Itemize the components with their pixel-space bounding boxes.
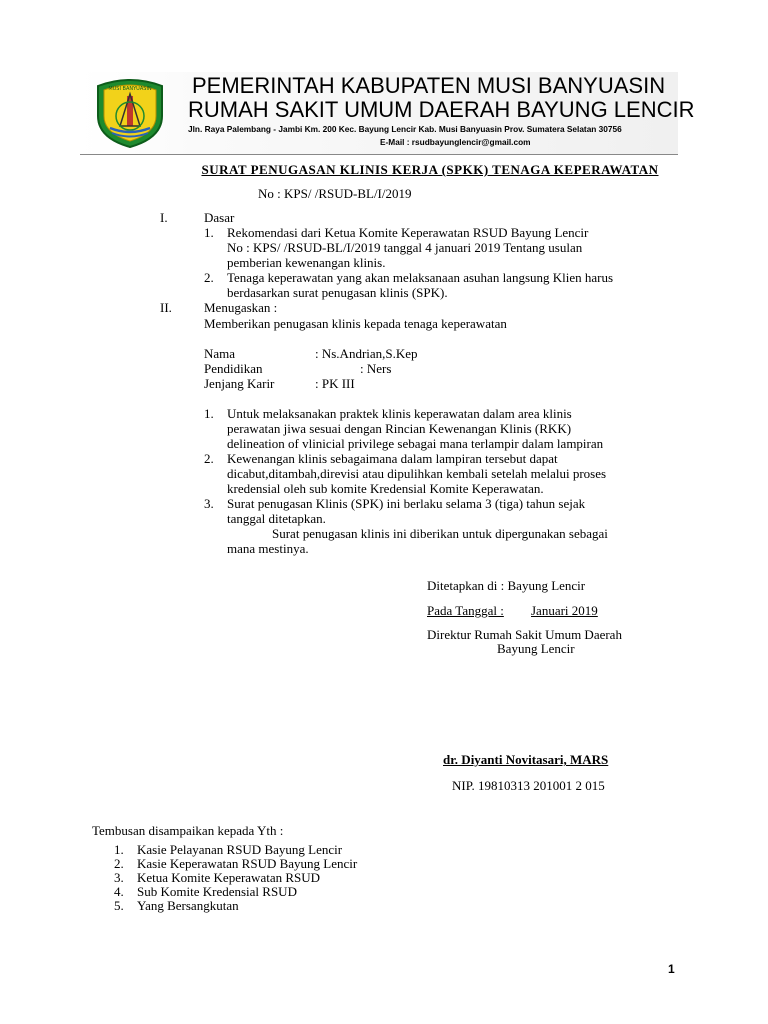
field-label-nama: Nama bbox=[204, 346, 236, 361]
field-label-jenjang: Jenjang Karir bbox=[204, 376, 275, 391]
list-item: Yang Bersangkutan bbox=[137, 898, 239, 913]
list-item-number: 2. bbox=[204, 270, 214, 285]
list-item: Kasie Keperawatan RSUD Bayung Lencir bbox=[137, 856, 358, 871]
list-item-number: 1. bbox=[204, 225, 214, 240]
page-number: 1 bbox=[668, 962, 675, 976]
signatory-nip: NIP. 19810313 201001 2 015 bbox=[452, 778, 605, 793]
pada-tanggal-value: Januari 2019 bbox=[531, 603, 598, 618]
list-item-number: 3. bbox=[204, 496, 214, 511]
kop-email: E-Mail : rsudbayunglencir@gmail.com bbox=[380, 137, 531, 147]
signatory-name: dr. Diyanti Novitasari, MARS bbox=[443, 752, 609, 767]
list-item-number: 1. bbox=[204, 406, 214, 421]
list-item-number: 2. bbox=[114, 856, 124, 871]
list-item-line: perawatan jiwa sesuai dengan Rincian Kewenangan Klinis (RKK) bbox=[227, 421, 572, 436]
list-item: Ketua Komite Keperawatan RSUD bbox=[137, 870, 321, 885]
field-value-pendidikan: : Ners bbox=[360, 361, 392, 376]
list-item-line: No : KPS/ /RSUD-BL/I/2019 tanggal 4 januari 2019 Tentang usulan bbox=[227, 240, 583, 255]
list-item-number: 5. bbox=[114, 898, 124, 913]
document-title: SURAT PENUGASAN KLINIS KERJA (SPKK) TENAGA KEPERAWATAN bbox=[201, 162, 659, 177]
pada-tanggal-label: Pada Tanggal : bbox=[427, 603, 504, 618]
kop-regency: PEMERINTAH KABUPATEN MUSI BANYUASIN bbox=[192, 73, 666, 98]
field-value-jenjang: : PK III bbox=[315, 376, 355, 391]
list-item-number: 2. bbox=[204, 451, 214, 466]
list-item-line: pemberian kewenangan klinis. bbox=[227, 255, 386, 270]
regency-logo bbox=[90, 76, 170, 148]
section-1-heading: Dasar bbox=[204, 210, 235, 225]
letterhead-divider bbox=[80, 154, 678, 155]
list-item-line: Rekomendasi dari Ketua Komite Keperawatan RSUD Bayung Lencir bbox=[227, 225, 589, 240]
logo-lettering: MUSI BANYUASIN bbox=[108, 86, 152, 92]
list-item-line: Tenaga keperawatan yang akan melaksanaan asuhan langsung Klien harus bbox=[227, 270, 614, 285]
section-2-numeral: II. bbox=[160, 300, 172, 315]
list-item-line: kredensial oleh sub komite Kredensial Komite Keperawatan. bbox=[227, 481, 544, 496]
list-item-line: Surat penugasan Klinis (SPK) ini berlaku selama 3 (tiga) tahun sejak bbox=[227, 496, 586, 511]
section-2-intro: Memberikan penugasan klinis kepada tenaga keperawatan bbox=[204, 316, 507, 331]
list-item-line: delineation of vlinicial privilege sebagai mana terlampir dalam lampiran bbox=[227, 436, 604, 451]
ditetapkan-di: Ditetapkan di : Bayung Lencir bbox=[427, 578, 586, 593]
document-number: No : KPS/ /RSUD-BL/I/2019 bbox=[258, 186, 412, 201]
list-item-number: 3. bbox=[114, 870, 124, 885]
field-label-pendidikan: Pendidikan bbox=[204, 361, 263, 376]
closing-line: Surat penugasan klinis ini diberikan untuk dipergunakan sebagai bbox=[272, 526, 608, 541]
section-2-heading: Menugaskan : bbox=[204, 300, 278, 315]
list-item: Sub Komite Kredensial RSUD bbox=[137, 884, 297, 899]
kop-hospital: RUMAH SAKIT UMUM DAERAH BAYUNG LENCIR bbox=[188, 97, 695, 122]
list-item-line: tanggal ditetapkan. bbox=[227, 511, 326, 526]
list-item-line: dicabut,ditambah,direvisi atau dipulihkan kembali setelah melalui proses bbox=[227, 466, 607, 481]
list-item: Kasie Pelayanan RSUD Bayung Lencir bbox=[137, 842, 343, 857]
list-item-line: berdasarkan surat penugasan klinis (SPK). bbox=[227, 285, 448, 300]
section-1-numeral: I. bbox=[160, 210, 168, 225]
field-value-nama: : Ns.Andrian,S.Kep bbox=[315, 346, 418, 361]
list-item-number: 4. bbox=[114, 884, 124, 899]
signatory-position: Direktur Rumah Sakit Umum Daerah bbox=[427, 627, 622, 642]
list-item-line: Untuk melaksanakan praktek klinis keperawatan dalam area klinis bbox=[227, 406, 572, 421]
tembusan-heading: Tembusan disampaikan kepada Yth : bbox=[92, 823, 284, 838]
signatory-position: Bayung Lencir bbox=[497, 641, 575, 656]
list-item-number: 1. bbox=[114, 842, 124, 857]
closing-line: mana mestinya. bbox=[227, 541, 309, 556]
list-item-line: Kewenangan klinis sebagaimana dalam lampiran tersebut dapat bbox=[227, 451, 558, 466]
kop-address: Jln. Raya Palembang - Jambi Km. 200 Kec. Bayung Lencir Kab. Musi Banyuasin Prov. Sumatera Selatan 30756 bbox=[188, 124, 622, 134]
